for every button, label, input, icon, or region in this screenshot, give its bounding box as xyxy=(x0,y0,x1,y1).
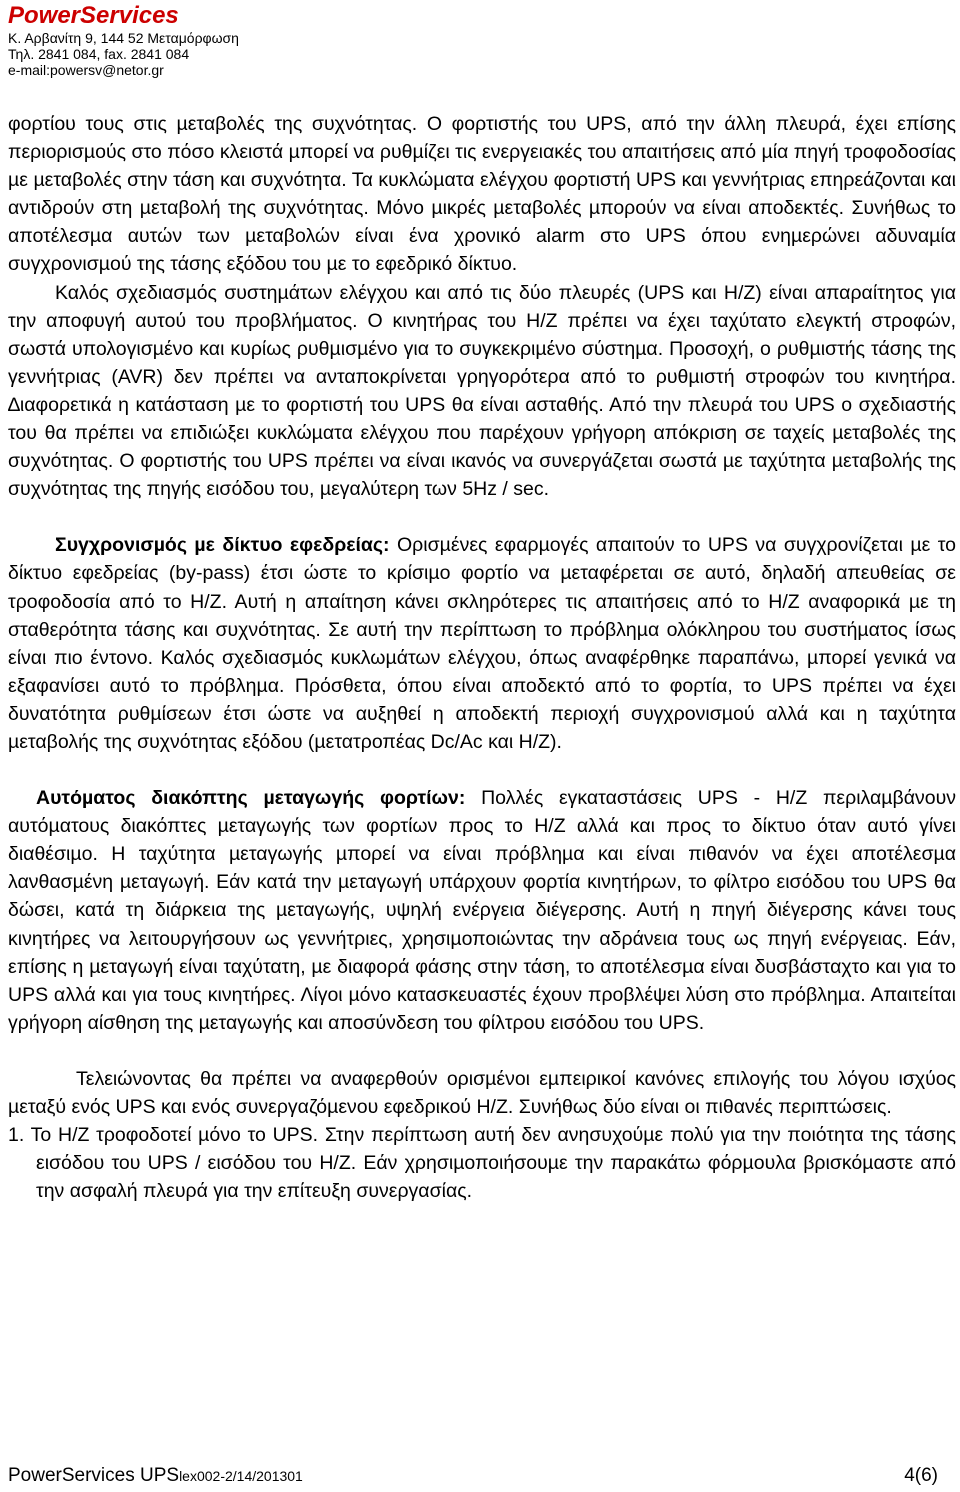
list-item: 1. Το Η/Ζ τροφοδοτεί µόνο το UPS. Στην περίπτωση αυτή δεν ανησυχούµε πολύ για την ποιότητα της τάσης εισόδου του UPS / εισόδου του Η/Ζ. Εάν χρησιµοποιήσουµε την παρακάτω φόρµουλα βρισκόµαστε από την ασφαλή πλευρά για την επίτευξη συνεργασίας. xyxy=(8,1124,956,1203)
paragraph-control-design: Καλός σχεδιασµός συστηµάτων ελέγχου και από τις δύο πλευρές (UPS και Η/Ζ) είναι απαραίτητος για την αποφυγή αυτού του προβλήµατος. Ο κινητήρας του Η/Ζ πρέπει να έχει ταχύτατο ελεγκτή στροφών, σωστά υπολογισµένο και κυρίως ρυθµισµένο για το συγκεκριµένο σύστηµα. Προσοχή, ο ρυθµιστής τάσης της γεννήτριας (AVR) δεν πρέπει να ανταποκρίνεται γρηγορότερα από το ρυθµιστή στροφών του κινητήρα. ∆ιαφορετικά η κατάσταση µε το φορτιστή του UPS θα είναι ασταθής. Από την πλευρά του UPS ο σχεδιαστής του θα πρέπει να επιδιώξει κυκλώµατα ελέγχου που παρέχουν γρήγορη απόκριση σε ταχείς µεταβολές της συχνότητας. Ο φορτιστής του UPS πρέπει να είναι ικανός να συνεργάζεται σωστά µε ταχύτητα µεταβολής της συχνότητας της πηγής εισόδου του, µεγαλύτερη των 5Hz / sec. xyxy=(8,281,956,501)
spacer xyxy=(8,503,956,531)
paragraph-frequency-changes: φορτίου τους στις µεταβολές της συχνότητας. Ο φορτιστής του UPS, από την άλλη πλευρά, έχει επίσης περιορισµούς στο πόσο κλειστά µπορεί να ρυθµίζει τις ενεργειακές του απαιτήσεις από µία πηγή τροφοδοσίας µε µεταβολές στην τάση και συχνότητα. Τα κυκλώµατα ελέγχου φορτιστή UPS και γεννήτριας επηρεάζονται και αντιδρούν στη µεταβολή της συχνότητας. Μόνο µικρές µεταβολές µπορούν να είναι αποδεκτές. Συνήθως το αποτέλεσµα αυτών των µεταβολών είναι ένα χρονικό alarm στο UPS όπου ενηµερώνει αδυναµία συγχρονισµού της τάσης εξόδου του µε το εφεδρικό δίκτυο. xyxy=(8,113,956,276)
footer-title xyxy=(8,1464,303,1488)
section-heading-transfer: Αυτόµατος διακόπτης µεταγωγής φορτίων: xyxy=(36,787,466,810)
footer-doc-code: lex002-2/14/201301 xyxy=(179,1468,303,1484)
paragraph-conclusion: Τελειώνοντας θα πρέπει να αναφερθούν ορισµένοι εµπειρικοί κανόνες επιλογής του λόγου ισχύος µεταξύ ενός UPS και ενός συνεργαζόµενου εφεδρικού Η/Ζ. Συνήθως δύο είναι οι πιθανές περιπτώσεις. xyxy=(8,1067,956,1118)
section-text-transfer: Πολλές εγκαταστάσεις UPS - Η/Ζ περιλαµβάνουν αυτόµατους διακόπτες µεταγωγής των φορτίων προς το Η/Ζ αλλά και προς το δίκτυο όταν αυτό γίνει διαθέσιµο. Η ταχύτητα µεταγωγής µπορεί να είναι πρόβληµα και είναι πιθανόν να έχει αποτέλεσµα λανθασµένη µεταγωγή. Εάν κατά την µεταγωγή υπάρχουν φορτία κινητήρων, το φίλτρο εισόδου του UPS θα δώσει, κατά τη διάρκεια της µεταγωγής, υψηλή ενέργεια διέγερσης. Αυτή η πηγή διέγερσης κάνει τους κινητήρες να λειτουργήσουν ως γεννήτριες, χρησιµοποιώντας την αδράνεια τους ως πηγή ενέργειας. Εάν, επίσης η µεταγωγή είναι ταχύτατη, µε διαφορά φάσης στην τάση, το αποτέλεσµα είναι δυσβάσταχτο και για το UPS αλλά και για τους κινητήρες. Λίγοι µόνο κατασκευαστές έχουν προβλέψει λύση στο πρόβληµα. Απαιτείται γρήγορη αίσθηση της µεταγωγής και αποσύνδεση του φίλτρου εισόδου του UPS. xyxy=(8,787,956,1034)
letterhead xyxy=(8,2,239,78)
page-number: 4(6) xyxy=(904,1465,938,1486)
spacer xyxy=(8,1037,956,1065)
spacer xyxy=(8,756,956,784)
section-heading-sync: Συγχρονισµός µε δίκτυο εφεδρείας: xyxy=(55,534,390,557)
company-name: PowerServices xyxy=(8,2,179,29)
company-phone: Τηλ. 2841 084, fax. 2841 084 xyxy=(8,46,190,62)
section-text-sync: Ορισµένες εφαρµογές απαιτούν το UPS να συγχρονίζεται µε το δίκτυο εφεδρείας (by-pass) έτσι ώστε το κρίσιµο φορτίο να µεταφέρεται σε αυτό, δηλαδή απευθείας σε τροφοδοσία από το Η/Ζ. Αυτή η απαίτηση κάνει σκληρότερες τις απαιτήσεις από το Η/Ζ αναφορικά µε τη σταθερότητα τάσης και συχνότητας. Σε αυτή την περίπτωση το πρόβληµα ολόκληρου του συστήµατος ίσως είναι πιο έντονο. Καλός σχεδιασµός κυκλωµάτων ελέγχου, όπως αναφέρθηκε παραπάνω, µπορεί γενικά να εξαφανίσει αυτό το πρόβληµα. Πρόσθετα, όπου είναι αποδεκτό από το φορτία, το UPS πρέπει να έχει δυνατότητα ρυθµίσεων έτσι ώστε να αυξηθεί η αποδεκτή περιοχή συγχρονισµού αλλά και η ταχύτητα µεταβολής της συχνότητας εξόδου (µετατροπέας Dc/Ac και Η/Ζ). xyxy=(8,534,956,753)
company-email: e-mail:powersv@netor.gr xyxy=(8,62,164,78)
rules-list xyxy=(8,1121,956,1205)
document-body xyxy=(8,110,956,1205)
section-transfer-switch xyxy=(8,784,956,1037)
company-address: Κ. Αρβανίτη 9, 144 52 Μεταμόρφωση xyxy=(8,30,239,46)
footer-title-text: PowerServices UPS xyxy=(8,1465,180,1486)
section-sync-bypass xyxy=(8,531,956,756)
